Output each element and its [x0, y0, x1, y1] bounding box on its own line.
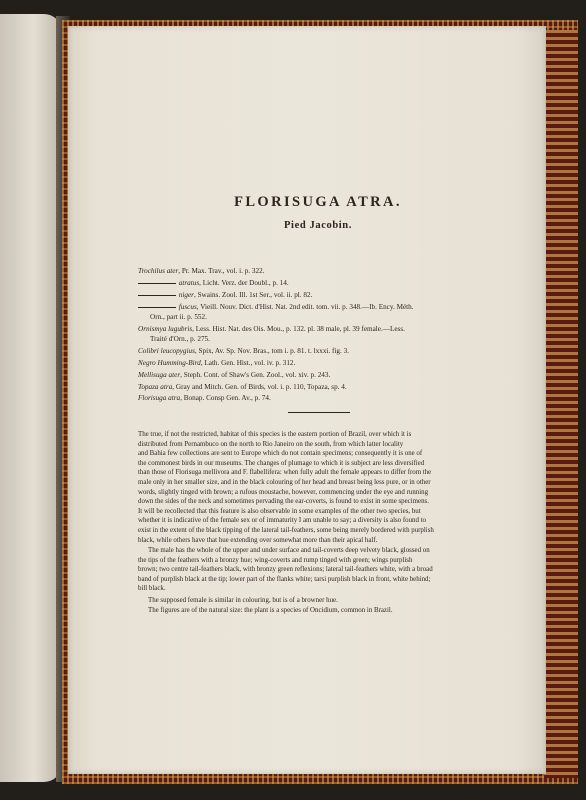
synonym-name: Negro Humming-Bird	[138, 359, 201, 367]
text-line: black, while others have that hue extending over somewhat more than their apical half.	[138, 536, 378, 544]
text-line: the commonest birds in our museums. The changes of plumage to which it is subject are less diversified	[138, 459, 425, 467]
synonym-line	[138, 358, 498, 368]
synonym-name: Florisuga atra	[138, 394, 181, 402]
text-line: words, slightly tinged with brown; a rufous moustache, however, commencing under the eye and running	[138, 488, 429, 496]
text-line: The male has the whole of the upper and under surface and tail-coverts deep velvety black, glossed on	[148, 547, 430, 554]
synonym-line	[138, 324, 498, 334]
text-line: bill black.	[138, 585, 166, 593]
synonym-continuation: Traité d'Orn., p. 275.	[150, 335, 210, 343]
text-line: The supposed female is similar in colouring, but is of a browner hue.	[148, 597, 338, 604]
body-paragraph-1	[138, 430, 498, 545]
synonym-citation: , Licht. Verz. der Doubl., p. 14.	[199, 279, 289, 287]
synonym-citation: , Gray and Mitch. Gen. of Birds, vol. i. p. 110, Topaza, sp. 4.	[172, 383, 347, 391]
synonym-line	[138, 370, 498, 380]
synonym-name: fuscus	[178, 303, 197, 311]
body-paragraph-3	[138, 596, 498, 606]
synonym-citation: , Steph. Cont. of Shaw's Gen. Zool., vol. xiv. p. 243.	[180, 371, 331, 379]
synonym-line	[138, 302, 498, 312]
synonym-line	[138, 266, 498, 276]
synonym-name: Ornismya lugubris	[138, 325, 193, 333]
text-line: male only in her smaller size, and in the black colouring of her head and breast being less pure, or in other	[138, 478, 431, 486]
synonym-line	[138, 382, 498, 392]
body-paragraph-4	[138, 606, 498, 616]
common-name: Pied Jacobin.	[284, 220, 352, 231]
synonym-name: Mellisuga ater	[138, 371, 181, 379]
ditto-dash	[138, 283, 176, 284]
text-line: The figures are of the natural size: the plant is a species of Oncidium, common in Brazil.	[148, 607, 393, 614]
ditto-dash	[138, 295, 176, 296]
facing-page-edge	[0, 14, 62, 782]
synonym-continuation: Orn., part ii. p. 552.	[150, 313, 207, 321]
gilt-cover-edge	[544, 30, 578, 778]
synonym-name: niger	[178, 291, 194, 299]
synonym-line	[138, 278, 498, 288]
text-line: band of purplish black at the tip; lower part of the flanks white; tarsi purplish black in front, white behind;	[138, 575, 431, 583]
synonym-citation: , Pr. Max. Trav., vol. i. p. 322.	[178, 267, 265, 275]
book-page	[68, 26, 546, 774]
synonym-name: Trochilus ater	[138, 267, 179, 275]
synonym-name: atratus	[178, 279, 200, 287]
synonym-name: Topaza atra	[138, 383, 173, 391]
synonym-line	[138, 290, 498, 300]
text-line: exist in the extent of the black tipping of the lateral tail-feathers, some being merely bordered with purplish	[138, 526, 434, 534]
synonym-citation: , Less. Hist. Nat. des Ois. Mou., p. 132. pl. 38 male, pl. 39 female.—Less.	[192, 325, 405, 333]
text-line: whether it is indicative of the female sex or of immaturity I am unable to say; a diversity is also found to	[138, 517, 426, 525]
page-title: FLORISUGA ATRA.	[234, 194, 402, 210]
synonym-line	[138, 393, 498, 403]
ditto-dash	[138, 307, 176, 308]
synonym-citation: , Vieill. Nouv. Dict. d'Hist. Nat. 2nd edit. tom. vii. p. 348.—Ib. Ency. Méth.	[196, 303, 414, 311]
body-paragraph-2	[138, 546, 498, 594]
synonym-citation: , Swains. Zool. Ill. 1st Ser., vol. ii. pl. 82.	[193, 291, 313, 299]
text-line: The true, if not the restricted, habitat of this species is the eastern portion of Brazil, over which it is	[138, 431, 412, 438]
synonym-citation: , Lath. Gen. Hist., vol. iv. p. 312.	[200, 359, 296, 367]
text-line: down the sides of the neck and sometimes pervading the ear-coverts, is found to exist in some specimens.	[138, 498, 429, 506]
text-line: brown; two centre tail-feathers black, with bronzy green reflexions; lateral tail-feathers white, with a broad	[138, 566, 433, 574]
synonym-citation: , Bonap. Consp Gen. Av., p. 74.	[180, 394, 271, 402]
text-line: It will be recollected that this feature is also observable in some examples of the other two species, but	[138, 507, 421, 515]
text-line: and Bahia few collections are sent to Europe which do not contain specimens; consequently it is one of	[138, 450, 423, 458]
synonym-citation: , Spix, Av. Sp. Nov. Bras., tom i. p. 81. t. lxxxi. fig. 3.	[194, 347, 349, 355]
text-line: the tips of the feathers with a bronzy hue; wing-coverts and rump tinged with green; wings purplish	[138, 556, 413, 564]
text-line: distributed from Pernambuco on the north to Rio Janeiro on the south, from which latter locality	[138, 440, 404, 448]
synonym-line	[138, 346, 498, 356]
text-line: than those of Florisuga mellivora and F. flabellifera: when fully adult the female appears to differ from the	[138, 469, 432, 477]
synonym-name: Colibri leucopygius	[138, 347, 195, 355]
section-divider	[288, 412, 350, 413]
